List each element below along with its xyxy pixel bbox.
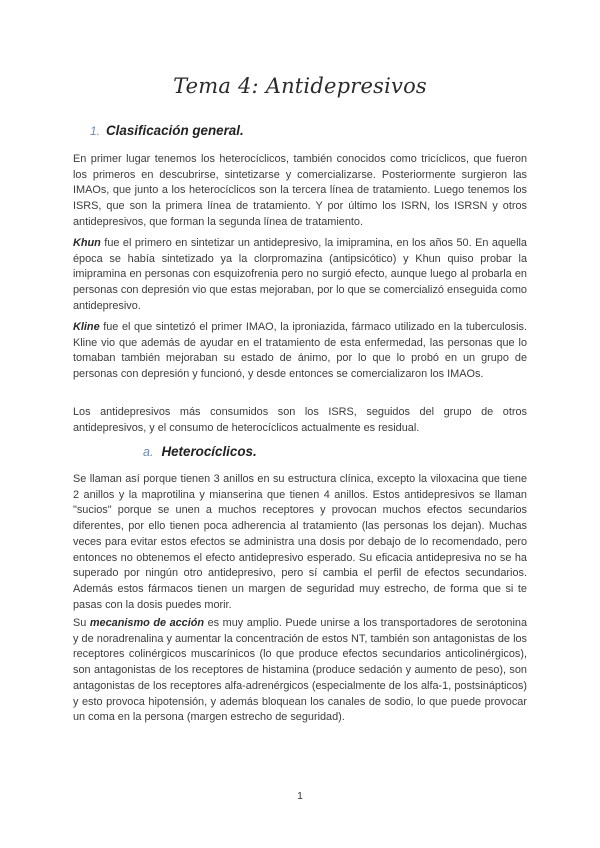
paragraph-heterociclicos: Se llaman así porque tienen 3 anillos en su estructura clínica, excepto la viloxacina que tiene 2 anillos y la maprotilina y mianserina que tienen 4 anillos. Estos antidepresivos se llaman "sucios" porque se unen a muchos receptores y provocan muchos efectos secundarios diferentes, por ello tienen poca adherencia al tratamiento (las personas los dejan). Muchas veces para evitar estos efectos se administra una dosis por debajo de lo recomendado, pero entonces no obtenemos el efecto antidepresivo esperado. Su eficacia antidepresiva no se ha superado por ningún otro antidepresivo, pero sí cambia el perfil de efectos secundarios. Además estos fármacos tienen un margen de seguridad muy estrecho, de forma que si te pasas con la dosis puedes morir. (73, 473, 527, 611)
paragraph-intro: En primer lugar tenemos los heterocíclicos, también conocidos como tricíclicos, que fueron los primeros en descubrirse, sintetizarse y comercializarse. Posteriormente surgieron las IMAOs, que junto a los heterocíclicos son la tercera línea de tratamiento. Luego tenemos los ISRS, que son la primera línea de tratamiento. Y por último los ISRN, los ISRSN y otros antidepresivos, que forman la segunda línea de tratamiento. (73, 153, 527, 228)
page-title: Tema 4: Antidepresivos (173, 74, 427, 98)
paragraph-khun-text: fue el primero en sintetizar un antidepresivo, la imipramina, en los años 50. En aquella época se había sintetizado ya la clorpromazina (antipsicótico) y Khun quiso probar la imipramina en personas con esquizofrenia pero no surgió efecto, aunque luego al probarla en personas con depresión vio que estas mejoraban, por lo que se comercializó enseguida como antidepresivo. (73, 237, 527, 312)
paragraph-khun (73, 236, 527, 315)
name-khun: Khun (73, 237, 101, 249)
page-number: 1 (297, 791, 303, 802)
paragraph-consumo: Los antidepresivos más consumidos son los ISRS, seguidos del grupo de otros antidepresivos, y el consumo de heterocíclicos actualmente es residual. (73, 406, 527, 434)
paragraph-kline-text: fue el que sintetizó el primer IMAO, la iproniazida, fármaco utilizado en la tuberculosis. Kline vio que además de ayudar en el tratamiento de esta enfermedad, las personas que lo tomaban también mejoraban su estado de ánimo, por lo que lo probó en un grupo de personas con depresión y funcionó, y desde entonces se comercializaron los IMAOs. (73, 321, 527, 381)
section-heading-heterociclicos (143, 444, 257, 459)
subsection-heading-text: Heterocíclicos. (161, 444, 257, 459)
paragraph-mecanismo-pre: Su (73, 617, 90, 629)
paragraph-kline (73, 320, 527, 383)
term-mecanismo: mecanismo de acción (89, 617, 205, 629)
subsection-letter: a. (143, 445, 154, 459)
paragraph-mecanismo (73, 616, 527, 726)
paragraph-mecanismo-text: es muy amplio. Puede unirse a los transportadores de serotonina y de noradrenalina y aumentar la concentración de estos NT, también son antagonistas de los receptores colinérgicos muscarínicos (lo que produce efectos secundarios anticolinérgicos), son antagonistas de los receptores de histamina (produce sedación y aumento de peso), son antagonistas de los receptores alfa-adrenérgicos (especialmente de los alfa-1, postsinápticos) y esto provoca hipotensión, y además bloquean los canales de sodio, lo que puede provocar un coma en la persona (margen estrecho de seguridad). (73, 617, 527, 724)
section-number: 1. (90, 124, 101, 138)
section-heading-clasificacion (90, 123, 244, 138)
section-heading-text: Clasificación general. (106, 123, 244, 138)
name-kline: Kline (73, 321, 100, 333)
